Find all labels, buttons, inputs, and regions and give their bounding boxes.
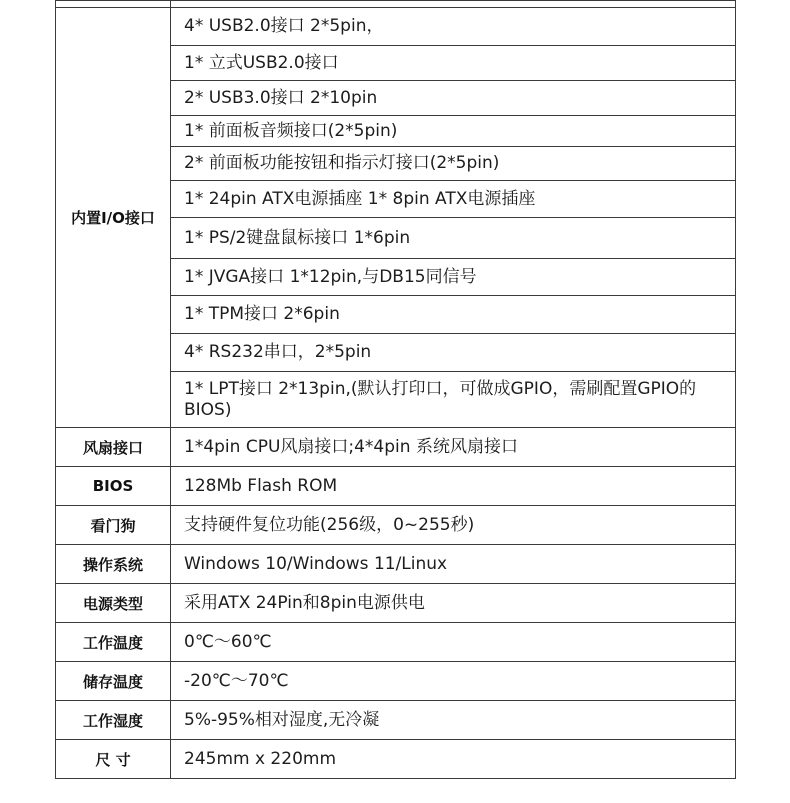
spec-value-watchdog: 支持硬件复位功能(256级，0~255秒) bbox=[171, 506, 736, 545]
spec-label-watchdog: 看门狗 bbox=[56, 506, 171, 545]
spec-label-size: 尺 寸 bbox=[56, 740, 171, 779]
table-row bbox=[56, 428, 736, 467]
spec-value-power: 采用ATX 24Pin和8pin电源供电 bbox=[171, 584, 736, 623]
spec-value-io-usb2: 4* USB2.0接口 2*5pin， bbox=[171, 8, 736, 46]
spec-label-bios: BIOS bbox=[56, 467, 171, 506]
spec-value-storage-temp: -20℃～70℃ bbox=[171, 662, 736, 701]
spec-label bbox=[56, 1, 171, 8]
table-row bbox=[56, 662, 736, 701]
spec-value-io-audio: 1* 前面板音频接口(2*5pin) bbox=[171, 116, 736, 147]
table-row bbox=[56, 467, 736, 506]
spec-value-io-lpt: 1* LPT接口 2*13pin,(默认打印口，可做成GPIO，需刷配置GPIO的BIOS) bbox=[171, 372, 736, 428]
spec-label-io: 内置I/O接口 bbox=[56, 8, 171, 428]
spec-label-storage-temp: 储存温度 bbox=[56, 662, 171, 701]
table-row bbox=[56, 584, 736, 623]
spec-table bbox=[55, 0, 736, 779]
table-row bbox=[56, 506, 736, 545]
table-row bbox=[56, 701, 736, 740]
spec-value-io-front-panel: 2* 前面板功能按钮和指示灯接口(2*5pin) bbox=[171, 147, 736, 181]
table-row bbox=[56, 740, 736, 779]
spec-value-op-temp: 0℃～60℃ bbox=[171, 623, 736, 662]
spec-value-io-vertical-usb: 1* 立式USB2.0接口 bbox=[171, 46, 736, 81]
spec-label-op-temp: 工作温度 bbox=[56, 623, 171, 662]
spec-label-power: 电源类型 bbox=[56, 584, 171, 623]
spec-value-humidity: 5%-95%相对湿度,无冷凝 bbox=[171, 701, 736, 740]
spec-label-fan: 风扇接口 bbox=[56, 428, 171, 467]
spec-value-io-usb3: 2* USB3.0接口 2*10pin bbox=[171, 81, 736, 116]
spec-value-io-ps2: 1* PS/2键盘鼠标接口 1*6pin bbox=[171, 218, 736, 259]
spec-label-os: 操作系统 bbox=[56, 545, 171, 584]
spec-value-io-jvga: 1* JVGA接口 1*12pin,与DB15同信号 bbox=[171, 259, 736, 296]
spec-value-io-atx: 1* 24pin ATX电源插座 1* 8pin ATX电源插座 bbox=[171, 181, 736, 218]
table-row bbox=[56, 8, 736, 46]
spec-value-io-tpm: 1* TPM接口 2*6pin bbox=[171, 296, 736, 334]
spec-label-humidity: 工作湿度 bbox=[56, 701, 171, 740]
spec-value-io-rs232: 4* RS232串口，2*5pin bbox=[171, 334, 736, 372]
spec-value-bios: 128Mb Flash ROM bbox=[171, 467, 736, 506]
spec-value-os: Windows 10/Windows 11/Linux bbox=[171, 545, 736, 584]
spec-value-size: 245mm x 220mm bbox=[171, 740, 736, 779]
spec-value-fan: 1*4pin CPU风扇接口;4*4pin 系统风扇接口 bbox=[171, 428, 736, 467]
table-row bbox=[56, 623, 736, 662]
table-row bbox=[56, 1, 736, 8]
table-row bbox=[56, 545, 736, 584]
spec-value bbox=[171, 1, 736, 8]
